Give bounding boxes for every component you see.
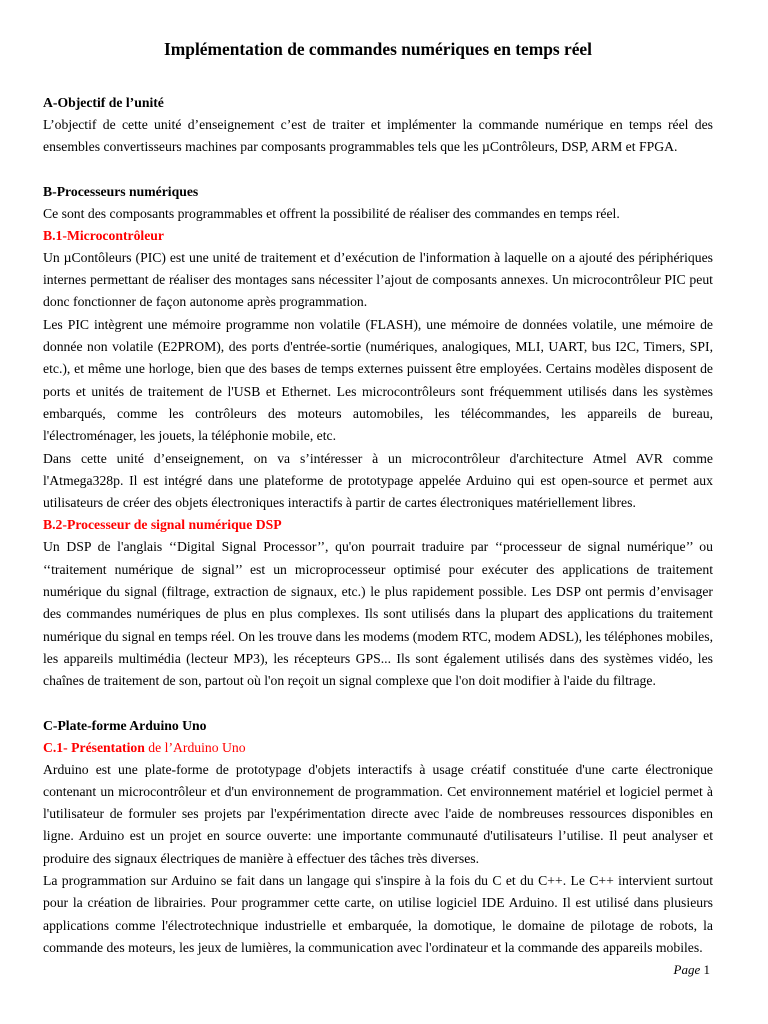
page-title: Implémentation de commandes numériques en temps réel	[164, 39, 592, 59]
subsection-b2-paragraph-1: Un DSP de l'anglais ‘‘Digital Signal Processor’’, qu'on pourrait traduire par ‘‘processeur de signal numérique’’ ou ‘‘traitement numérique de signal’’ est un microprocesseur optimisé pour exécuter des applications de traitement numérique du signal (filtrage, extraction de signaux, etc.) le plus rapidement possible. Les DSP ont permis d’envisager des commandes numériques de plus en plus complexes. Ils sont utilisés dans la plupart des applications du traitement numérique du signal en temps réel. On les trouve dans les modems (modem RTC, modem ADSL), les téléphones mobiles, les appareils multimédia (lecteur MP3), les récepteurs GPS... Ils sont également utilisés dans des systèmes vidéo, les chaînes de traitement de son, partout où l'on reçoit un signal complexe que l'on doit modifier à l'aide du filtrage.	[43, 539, 713, 689]
section-a-paragraph-1: L’objectif de cette unité d’enseignement c’est de traiter et implémenter la commande numérique en temps réel des ensembles convertisseurs machines par composants programmables tels que les µContrôleurs, DSP, ARM et FPGA.	[43, 117, 713, 155]
subsection-b1-paragraph-1: Un µContôleurs (PIC) est une unité de traitement et d’exécution de l'information à laquelle on a ajouté des périphériques internes permettant de réaliser des montages sans nécessiter l’ajout de composants annexes. Un microcontrôleur PIC peut donc fonctionner de façon autonome après programmation.	[43, 249, 713, 310]
page-footer	[674, 961, 710, 979]
section-b-heading: B-Processeurs numériques	[43, 183, 199, 199]
document-page	[43, 38, 713, 959]
subsection-c1-paragraph-2: La programmation sur Arduino se fait dans un langage qui s'inspire à la fois du C et du C++. Le C++ intervient surtout pour la création de librairies. Pour programmer cette carte, on utilise logiciel IDE Arduino. Il est utilisé dans plusieurs applications comme l'électrotechnique industrielle et embarquée, la domotique, le domaine de pilotage de robots, la commande des moteurs, les jeux de lumières, la communication avec l'ordinateur et la commande des appareils mobiles.	[43, 873, 713, 955]
spacer	[43, 693, 713, 715]
section-b	[43, 181, 713, 693]
subsection-c1-paragraph-1: Arduino est une plate-forme de prototypage d'objets interactifs à usage créatif constituée d'une carte électronique contenant un microcontrôleur et d'un environnement de programmation. Cet environnement matériel et logiciel permet à l'utilisateur de formuler ses projets par l'expérimentation directe avec l'aide de nombreuses ressources disponibles en ligne. Arduino est un projet en source ouverte: une importante communauté d'utilisateurs l’utilise. Il peut analyser et produire des signaux électriques de manière à effectuer des tâches très diverses.	[43, 761, 713, 866]
page-label: Page	[673, 962, 701, 977]
subsection-c1-heading-bold: C.1- Présentation	[43, 739, 145, 755]
section-c-heading: C-Plate-forme Arduino Uno	[43, 717, 207, 733]
section-b-paragraph-1: Ce sont des composants programmables et offrent la possibilité de réaliser des commandes en temps réel.	[43, 205, 620, 221]
section-a-heading: A-Objectif de l’unité	[43, 95, 164, 110]
subsection-c1-heading-rest: de l’Arduino Uno	[144, 739, 246, 755]
section-a	[43, 92, 713, 159]
subsection-c1-heading	[43, 737, 713, 759]
subsection-b1-paragraph-3: Dans cette unité d’enseignement, on va s’intéresser à un microcontrôleur d'architecture Atmel AVR comme l'Atmega328p. Il est intégré dans une plateforme de prototypage appelée Arduino qui est open-source et permet aux utilisateurs de créer des objets électroniques interactifs à partir de cartes électroniques matériellement libres.	[43, 450, 713, 511]
section-c	[43, 715, 713, 960]
page-number: 1	[703, 962, 710, 977]
subsection-b1-paragraph-2: Les PIC intègrent une mémoire programme non volatile (FLASH), une mémoire de données volatile, une mémoire de donnée non volatile (E2PROM), des ports d'entrée-sortie (numériques, analogiques, MLI, UART, bus I2C, Timers, SPI, etc.), et même une horloge, bien que des bases de temps externes puissent être employées. Certains modèles disposent de ports et unités de traitement de l'USB et Ethernet. Les microcontrôleurs sont fréquemment utilisés dans les systèmes embarqués, comme les contrôleurs des moteurs automobiles, les télécommandes, les appareils de bureau, l'électroménager, les jouets, la téléphonie mobile, etc.	[43, 316, 713, 444]
spacer	[43, 159, 713, 181]
subsection-b1-heading: B.1-Microcontrôleur	[43, 227, 164, 243]
subsection-b2-heading: B.2-Processeur de signal numérique DSP	[43, 517, 282, 533]
